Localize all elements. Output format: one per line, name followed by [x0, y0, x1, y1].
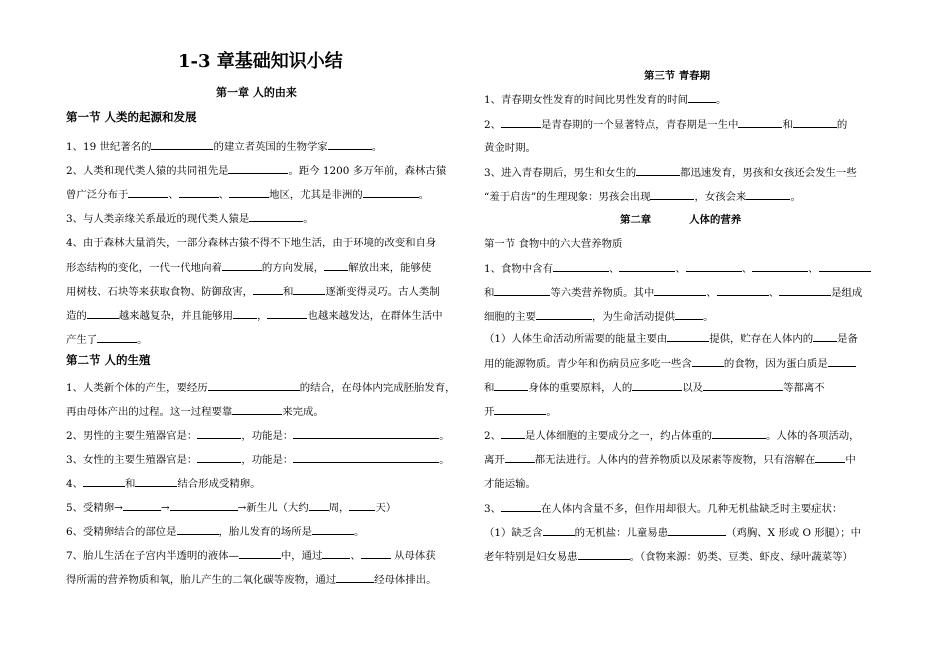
blank[interactable] [293, 428, 439, 439]
text-line: 开 。 [484, 406, 557, 418]
blank[interactable] [361, 548, 391, 559]
blank[interactable] [222, 260, 262, 271]
text-line: 老年特别是妇女易患 。（食物来源：奶类、豆类、虾皮、绿叶蔬菜等） [484, 551, 853, 563]
blank[interactable] [692, 356, 724, 367]
text-line: 1、人类新个体的产生，要经历 的结合，在母体内完成胚胎发育， [66, 382, 456, 394]
text-line: 4、 和 结合形成受精卵。 [66, 478, 261, 490]
blank[interactable] [675, 309, 703, 320]
blank[interactable] [232, 404, 282, 415]
chapter-2-heading: 第二章 人体的营养 [620, 214, 742, 226]
blank[interactable] [363, 187, 419, 198]
section-2-heading: 第二节 人的生殖 [66, 353, 151, 367]
blank[interactable] [253, 284, 283, 295]
blank[interactable] [324, 260, 348, 271]
text-line: （1）缺乏含 的无机盐：儿童易患 （鸡胸、X 形或 O 形腿）；中 [484, 527, 862, 539]
blank[interactable] [650, 189, 694, 200]
blank[interactable] [501, 501, 541, 512]
section-4-heading: 第一节 食物中的六大营养物质 [484, 238, 623, 250]
blank[interactable] [505, 452, 535, 463]
blank[interactable] [813, 331, 837, 342]
blank[interactable] [703, 380, 783, 391]
text-line: 用树枝、石块等来获取食物、防御敌害， 和 逐渐变得灵巧。古人类制 [66, 286, 440, 298]
text-line: 3、女性的主要生殖器官是： ，功能是： 。 [66, 454, 450, 466]
blank[interactable] [349, 500, 375, 511]
text-line: 7、胎儿生活在子宫内半透明的液体— 中，通过 、 从母体获 [66, 550, 436, 562]
blank[interactable] [712, 428, 766, 439]
text-line: 3、与人类亲缘关系最近的现代类人猿是 。 [66, 213, 314, 225]
blank[interactable] [87, 308, 119, 319]
blank[interactable] [128, 187, 168, 198]
blank[interactable] [239, 548, 281, 559]
blank[interactable] [815, 452, 845, 463]
blank[interactable] [819, 261, 871, 272]
blank[interactable] [83, 476, 125, 487]
blank[interactable] [177, 524, 219, 535]
blank[interactable] [543, 525, 575, 536]
text-line: （1）人体生命活动所需要的能量主要由 提供，贮存在人体内的 是备 [484, 333, 858, 345]
blank[interactable] [322, 548, 350, 559]
text-line: 1、19 世纪著名的 的建立者英国的生物学家 。 [66, 141, 383, 153]
text-line: 3、进入青春期后，男生和女生的 都迅速发育，男孩和女孩还会发生一些 [484, 167, 857, 179]
blank[interactable] [229, 187, 269, 198]
blank[interactable] [336, 572, 374, 583]
blank[interactable] [135, 476, 177, 487]
blank[interactable] [328, 139, 372, 150]
text-line: 黄金时期。 [484, 142, 536, 154]
text-line: 得所需的营养物质和氧，胎儿产生的二氧化碳等废物，通过 经母体排出。 [66, 574, 437, 586]
text-line: 4、由于森林大量消失，一部分森林古猿不得不下地生活，由于环境的改变和自身 [66, 237, 437, 249]
blank[interactable] [179, 187, 219, 198]
blank[interactable] [197, 452, 241, 463]
blank[interactable] [494, 404, 546, 415]
blank[interactable] [828, 356, 856, 367]
text-line: 细胞的主要 ，为生命活动提供 。 [484, 311, 714, 323]
text-line: 1、青春期女性发育的时间比男性发育的时间 。 [484, 94, 727, 106]
blank[interactable] [494, 380, 528, 391]
blank[interactable] [536, 309, 592, 320]
blank[interactable] [746, 189, 790, 200]
text-line: 5、受精卵→ → →新生儿（大约 周， 天） [66, 502, 397, 514]
blank[interactable] [197, 428, 241, 439]
blank[interactable] [717, 285, 769, 296]
blank[interactable] [501, 117, 541, 128]
blank[interactable] [738, 117, 782, 128]
blank[interactable] [208, 380, 300, 391]
blank[interactable] [636, 165, 680, 176]
text-line: 2、 是青春期的一个显著特点，青春期是一生中 和 的 [484, 119, 848, 131]
blank[interactable] [249, 211, 303, 222]
section-3-heading: 第三节 青春期 [644, 70, 710, 82]
text-line: 6、受精卵结合的部位是 ，胎儿发育的场所是 。 [66, 526, 365, 538]
blank[interactable] [151, 139, 213, 150]
blank[interactable] [228, 163, 288, 174]
text-line: 造的 越来越复杂，并且能够用 ， 也越来越发达，在群体生活中 [66, 310, 443, 322]
blank[interactable] [779, 285, 831, 296]
blank[interactable] [494, 285, 550, 296]
blank[interactable] [654, 285, 706, 296]
text-line: “羞于启齿”的生理现象：男孩会出现 ，女孩会来 。 [484, 191, 801, 203]
text-line: 3、 在人体内含量不多，但作用却很大。几种无机盐缺乏时主要症状： [484, 503, 843, 515]
blank[interactable] [312, 524, 354, 535]
blank[interactable] [668, 525, 726, 536]
doc-title: 1-3 章基础知识小结 [178, 51, 343, 72]
text-line: 2、人类和现代类人猿的共同祖先是 。距今 1200 多万年前，森林古猿 [66, 165, 447, 177]
blank[interactable] [97, 332, 137, 343]
blank[interactable] [686, 261, 742, 272]
text-line: 才能运输。 [484, 478, 536, 490]
blank[interactable] [553, 261, 609, 272]
text-line: 和 等六类营养物质。其中 、 、 是组成 [484, 287, 863, 299]
blank[interactable] [293, 284, 325, 295]
text-line: 用的能源物质。青少年和伤病员应多吃一些含 的食物，因为蛋白质是 [484, 356, 856, 370]
blank[interactable] [793, 117, 837, 128]
text-line: 2、 是人体细胞的主要成分之一，约占体重的 。人体的各项活动， [484, 430, 860, 442]
blank[interactable] [233, 308, 257, 319]
blank[interactable] [309, 500, 329, 511]
blank[interactable] [752, 261, 808, 272]
blank[interactable] [578, 549, 630, 560]
blank[interactable] [688, 92, 716, 103]
text-line: 离开 都无法进行。人体内的营养物质以及尿素等废物，只有溶解在 中 [484, 454, 856, 466]
blank[interactable] [501, 428, 525, 439]
chapter-1-heading: 第一章 人的由来 [216, 86, 297, 99]
blank[interactable] [619, 261, 675, 272]
text-line: 2、男性的主要生殖器官是： ，功能是： 。 [66, 430, 450, 442]
text-line: 形态结构的变化，一代一代地向着 的方向发展， 解放出来，能够使 [66, 262, 432, 274]
blank[interactable] [170, 500, 238, 511]
blank[interactable] [293, 452, 439, 463]
text-line: 和 身体的重要原料，人的 以及 等都离不 [484, 382, 825, 394]
blank[interactable] [632, 380, 682, 391]
text-line: 1、食物中含有 、 、 、 、 [484, 261, 871, 275]
text-line: 再由母体产出的过程。这一过程要靠 来完成。 [66, 406, 324, 418]
section-1-heading: 第一节 人类的起源和发展 [66, 110, 197, 124]
blank[interactable] [667, 331, 709, 342]
text-line: 产生了 。 [66, 334, 148, 346]
blank[interactable] [267, 308, 307, 319]
blank[interactable] [123, 500, 161, 511]
text-line: 曾广泛分布于 、 、 地区，尤其是非洲的 。 [66, 189, 430, 201]
